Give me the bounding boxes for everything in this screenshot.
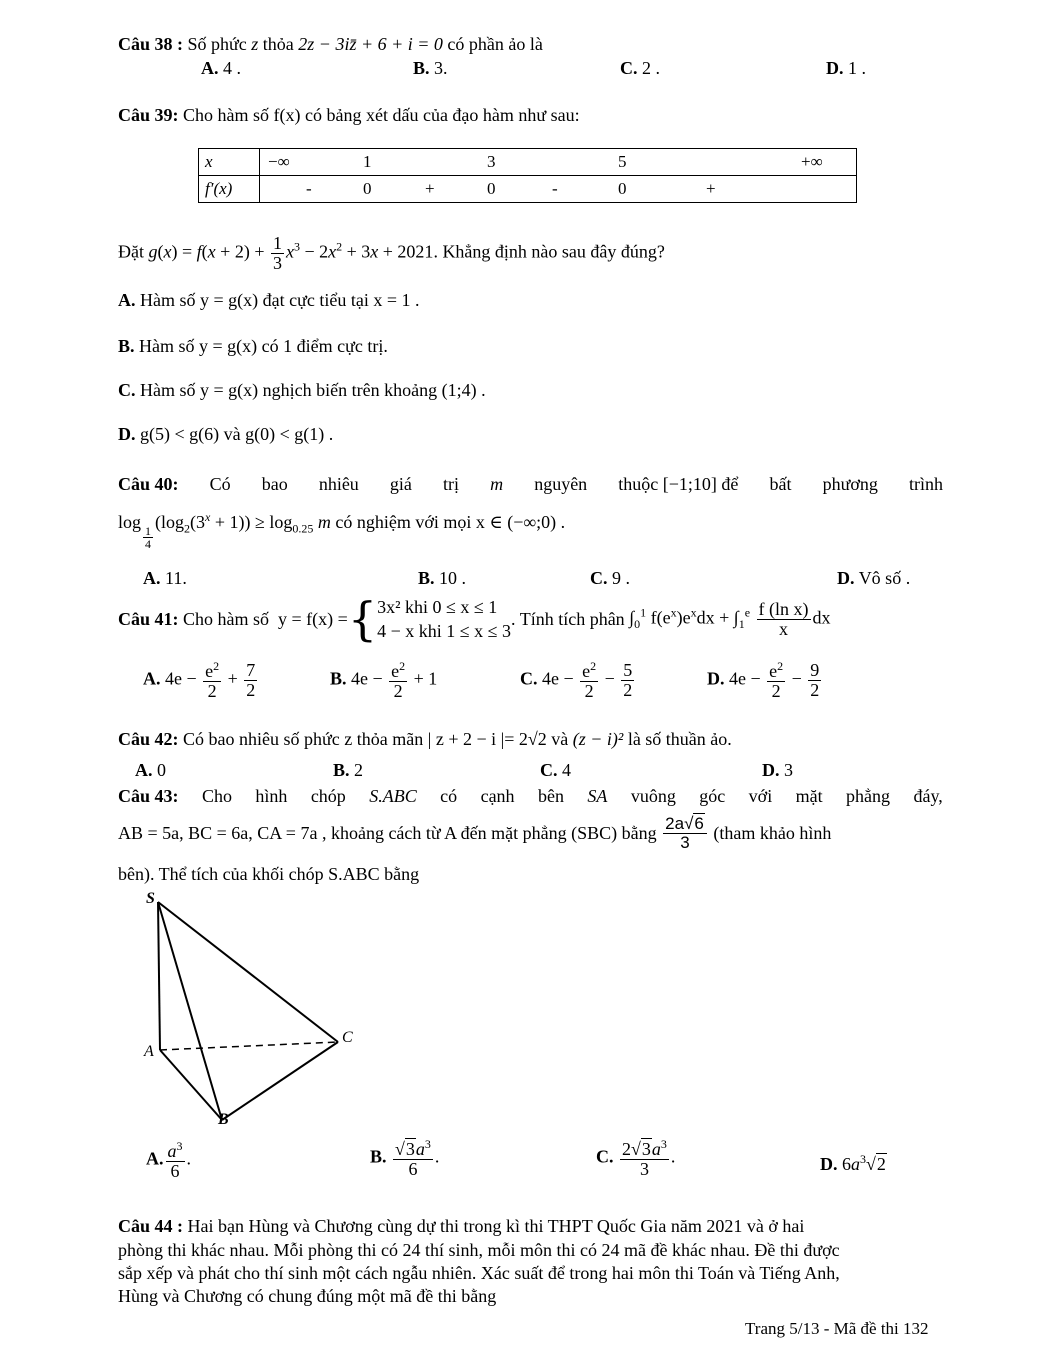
piecewise-brace: { <box>347 592 378 647</box>
q38-option-a: A. 4 . <box>201 58 241 78</box>
cell-pos-inf: +∞ <box>801 152 823 171</box>
vertex-label-B: B <box>218 1111 229 1128</box>
q43-line-3: bên). Thể tích của khối chóp S.ABC bằng <box>118 864 420 884</box>
cell-zero-1: 0 <box>363 179 372 198</box>
q42-post: là số thuần ảo. <box>627 729 732 749</box>
edge-SC <box>158 902 338 1042</box>
cell-sign-1: - <box>306 179 312 198</box>
sign-table <box>198 148 857 203</box>
q44-line-3: sắp xếp và phát cho thí sinh một cách ngẫu nhiên. Xác suất để trong hai môn thi Toán và Tiếng Anh, <box>118 1263 840 1283</box>
q38-option-d: D. 1 . <box>826 58 866 78</box>
q39-option-b: B. Hàm số y = g(x) có 1 điểm cực trị. <box>118 336 388 356</box>
q39-option-d: D. g(5) < g(6) và g(0) < g(1) . <box>118 424 334 444</box>
q43-line-2: AB = 5a, BC = 6a, CA = 7a , khoảng cách từ A đến mặt phẳng (SBC) bằng $\frac{2a√6}{3}$ (tham khảo hình <box>118 814 832 852</box>
edge-AC-hidden <box>160 1042 338 1050</box>
q38-equation: 2z − 3iz̄ + 6 + i = 0 <box>298 34 443 54</box>
q39-option-c: C. Hàm số y = g(x) nghịch biến trên khoảng (1;4) . <box>118 380 486 400</box>
q43-line-2-pre: AB = 5a, BC = 6a, CA = 7a , khoảng cách từ A đến mặt phẳng (SBC) bằng <box>118 822 657 843</box>
q41-label: Câu 41: <box>118 608 179 629</box>
q38-text-mid: thỏa <box>262 34 294 54</box>
q41-integral: $\int_0^1$ $f(e^x)e^xdx + \int_1^e$ $\frac{\text{f (ln x)}}{x}$ dx <box>629 598 831 639</box>
page-footer: Trang 5/13 - Mã đề thi 132 <box>745 1319 929 1338</box>
q41-case-2: 4 − x khi 1 ≤ x ≤ 3 <box>377 621 512 642</box>
cell-1: 1 <box>363 152 372 171</box>
cell-5: 5 <box>618 152 627 171</box>
cell-3: 3 <box>487 152 496 171</box>
q42-condition: | z + 2 − i |= 2√2 <box>427 729 547 749</box>
q41-stem: Câu 41: Cho hàm số y = f(x) = { 3x² khi 0 ≤ x ≤ 1 4 − x khi 1 ≤ x ≤ 3 . Tính tích phân $\int_0^1$ $f(e^x)e^xdx + \int_1^e$ $\frac{\text{f (ln x)}}{x}$ dx <box>118 592 831 647</box>
q42-text: Có bao nhiêu số phức z thỏa mãn <box>183 729 424 749</box>
cell-sign-3: - <box>552 179 558 198</box>
q39-define-pre: Đặt <box>118 241 144 262</box>
q38-label: Câu 38 : <box>118 34 184 54</box>
q41-option-c: C. 4e − $\frac{e^2}{2}$ − $\frac{5}{2}$ <box>520 659 633 701</box>
q38-text-post: có phần ảo là <box>447 34 543 54</box>
q42-option-b: B. 2 <box>333 760 364 780</box>
q42-label: Câu 42: <box>118 729 179 749</box>
q42-stem <box>118 729 732 750</box>
q39-stem <box>118 105 580 126</box>
q43-label: Câu 43: <box>118 786 179 806</box>
vertex-label-C: C <box>342 1029 353 1046</box>
q39-define-post: . Khẳng định nào sau đây đúng? <box>433 241 665 262</box>
q38-var: z <box>251 34 259 54</box>
q38-option-c: C. 2 . <box>620 58 660 78</box>
q40-ineq-post: có nghiệm với mọi x ∈ (−∞;0) . <box>335 512 566 532</box>
q41-text-pre: Cho hàm số <box>183 608 270 629</box>
cell-neg-inf: −∞ <box>268 152 290 171</box>
vertex-label-S: S <box>146 890 155 907</box>
q39-text: Cho hàm số f(x) có bảng xét dấu của đạo hàm như sau: <box>183 105 580 125</box>
q43-option-c: C. $\frac{2√3a^3}{3}$ . <box>596 1137 676 1179</box>
q44-line-1-text: Hai bạn Hùng và Chương cùng dự thi trong kì thi THPT Quốc Gia năm 2021 và ở hai <box>187 1216 805 1236</box>
q42-option-c: C. 4 <box>540 760 571 780</box>
q41-text-post: . Tính tích phân <box>511 608 625 629</box>
q44-label: Câu 44 : <box>118 1216 184 1236</box>
q42-option-d: D. 3 <box>762 760 793 780</box>
q43-line-2-post: (tham khảo hình <box>713 822 832 843</box>
q40-stem: Câu 40: Có bao nhiêu giá trị m nguyên thuộc [−1;10] để bất phương trình <box>118 474 943 494</box>
cell-fprime-label: f′(x) <box>205 179 233 198</box>
q42-condition-2: (z − i)² <box>572 729 624 749</box>
q39-option-a: A. Hàm số y = g(x) đạt cực tiểu tại x = 1 . <box>118 290 420 310</box>
vertex-label-A: A <box>144 1043 154 1060</box>
q38-stem <box>118 34 543 55</box>
q40-option-c: C. 9 . <box>590 568 630 588</box>
pyramid-figure <box>130 888 370 1128</box>
q41-option-b: B. 4e − $\frac{e^2}{2}$ + 1 <box>330 659 438 701</box>
q40-option-b: B. 10 . <box>418 568 467 588</box>
q44-line-4: Hùng và Chương có chung đúng một mã đề thi bằng <box>118 1286 497 1306</box>
edge-SB <box>158 902 222 1120</box>
q40-option-d: D. Vô số . <box>837 568 911 588</box>
q38-text: Số phức <box>187 34 247 54</box>
q42-option-a: A. 0 <box>135 760 166 780</box>
q41-case-1: 3x² khi 0 ≤ x ≤ 1 <box>377 597 498 617</box>
cell-sign-2: + <box>425 179 435 198</box>
cell-sign-4: + <box>706 179 716 198</box>
sign-table-row-fprime <box>199 176 857 203</box>
q39-label: Câu 39: <box>118 105 179 125</box>
q40-option-a: A. 11. <box>143 568 187 588</box>
q39-define: Đặt g(x) = f(x + 2) + $\frac{1}{3}$ $x^3 - 2x^2 + 3x + 2021$. Khẳng định nào sau đây đúng? <box>118 233 665 273</box>
q44-line-1 <box>118 1216 804 1237</box>
q43-option-d: D. $6a^3√2$ <box>820 1152 886 1174</box>
q43-option-a: A. $\frac{a^3}{6}$ . <box>146 1139 191 1181</box>
cell-x-label: x <box>205 152 213 171</box>
q41-option-a: A. 4e − $\frac{e^2}{2}$ + $\frac{7}{2}$ <box>143 659 256 701</box>
q40-inequality: log $_{\frac{1}{4}}$ $(\log_2(3^x + 1)) \ge \log_{0.25} m$ có nghiệm với mọi x ∈ (−∞;0) . <box>118 510 566 552</box>
q41-option-d: D. 4e − $\frac{e^2}{2}$ − $\frac{9}{2}$ <box>707 659 820 701</box>
q44-line-2: phòng thi khác nhau. Mỗi phòng thi có 24 thí sinh, mỗi môn thi có 24 mã đề khác nhau. Đề thi được <box>118 1240 840 1260</box>
cell-zero-2: 0 <box>487 179 496 198</box>
q42-and: và <box>551 729 569 749</box>
edge-SA <box>158 902 160 1050</box>
q43-line-1: Câu 43: Cho hình chóp S.ABC có cạnh bên SA vuông góc với mặt phẳng đáy, <box>118 786 943 806</box>
edge-BC <box>222 1042 338 1120</box>
sign-table-row-x <box>199 149 857 176</box>
cell-zero-3: 0 <box>618 179 627 198</box>
q38-option-b: B. 3. <box>413 58 448 78</box>
q43-option-b: B. $\frac{√3a^3}{6}$ . <box>370 1137 440 1179</box>
q40-label: Câu 40: <box>118 474 179 494</box>
